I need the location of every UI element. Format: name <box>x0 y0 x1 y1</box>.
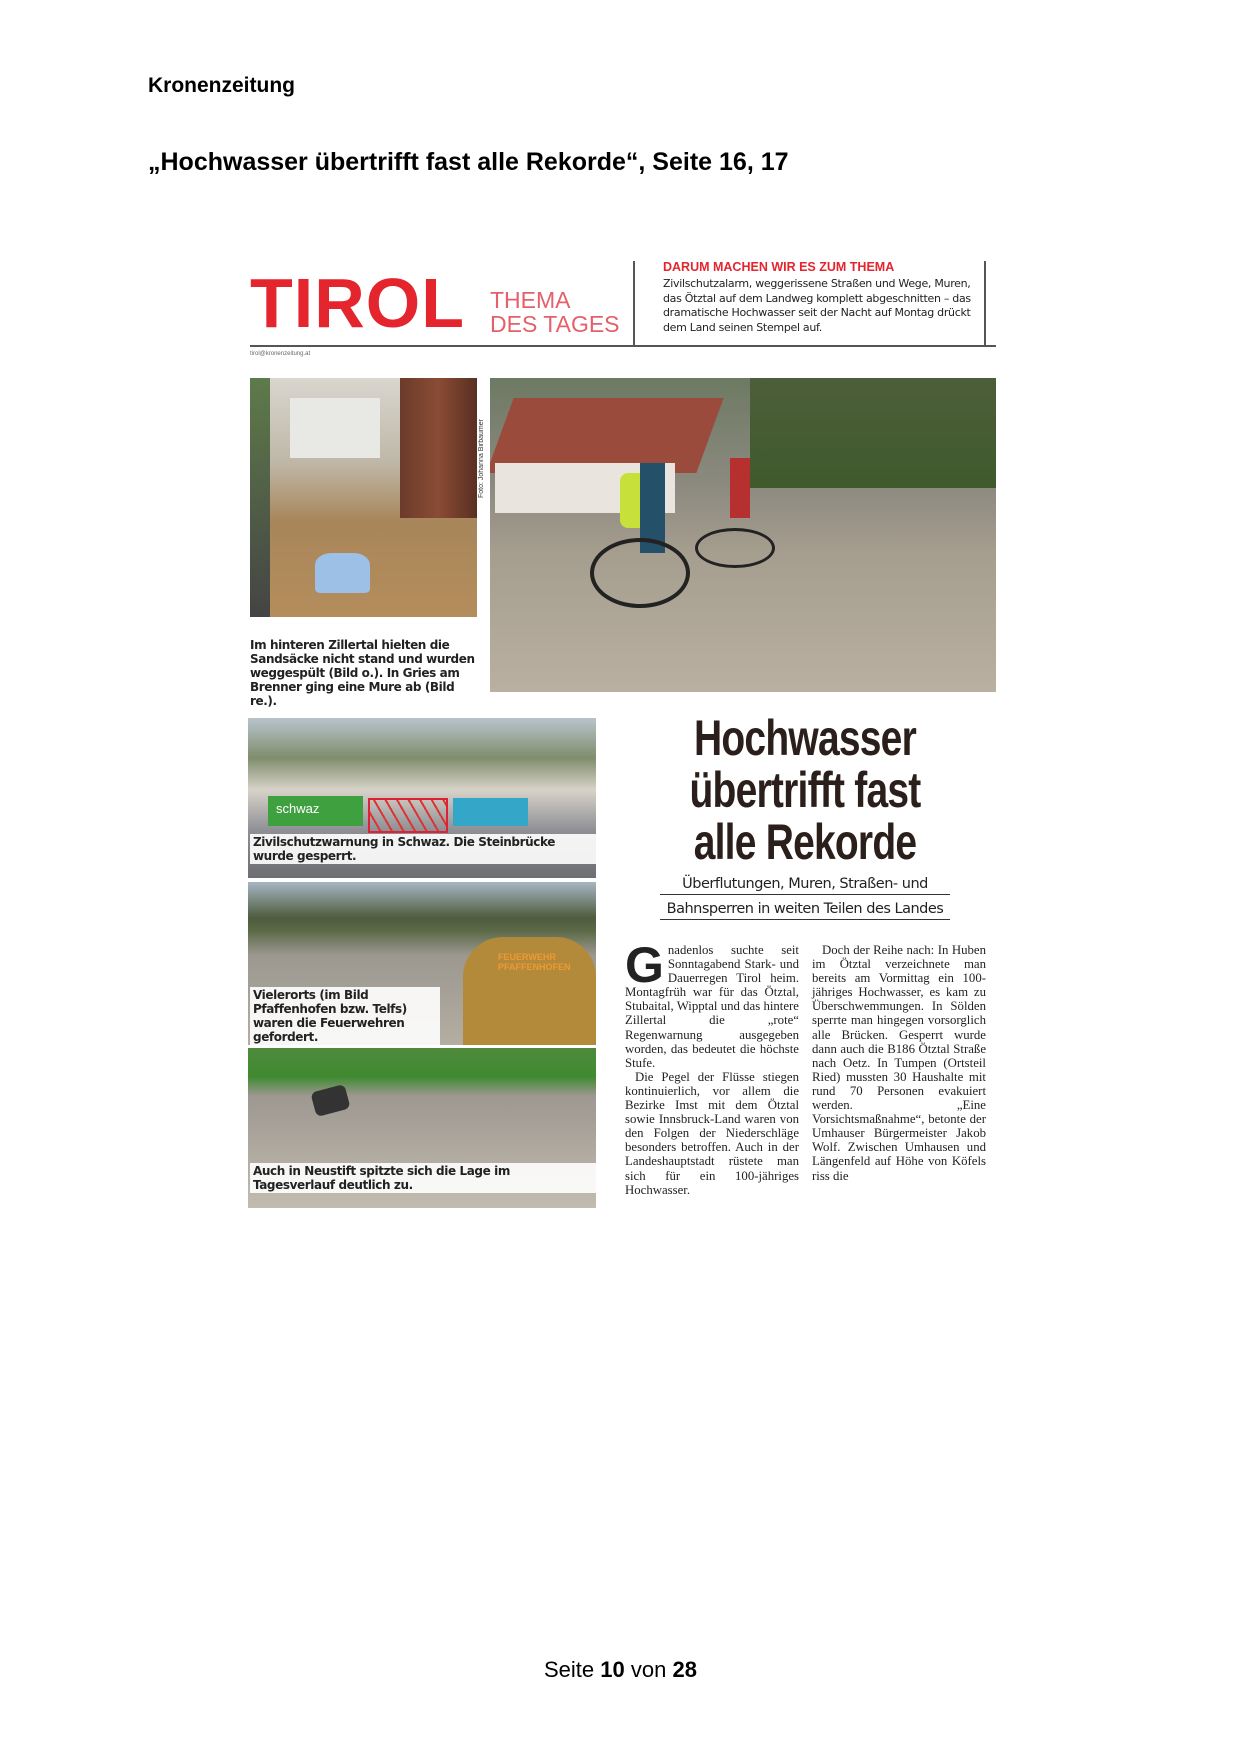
sign-schwaz: schwaz <box>268 796 363 826</box>
footer-text: Seite <box>544 1657 595 1682</box>
headline-line: Hochwasser <box>694 710 916 766</box>
subheadline-line: Bahnsperren in weiten Teilen des Landes <box>660 901 950 920</box>
headline <box>676 712 933 868</box>
section-subtitle-line: DES TAGES <box>490 311 620 337</box>
subheadline-line: Überflutungen, Muren, Straßen- und <box>660 876 950 895</box>
email: tirol@kronenzeitung.at <box>250 351 311 357</box>
total-pages: 28 <box>672 1657 697 1682</box>
article-column-1 <box>625 937 799 1197</box>
photo-zillertal <box>250 378 477 617</box>
divider <box>250 345 996 347</box>
photo-pfaffenhofen <box>248 882 596 1045</box>
photo-schwaz <box>248 718 596 878</box>
caption-pfaffenhofen: Vielerorts (im Bild Pfaffenhofen bzw. Telfs) waren die Feuerwehren gefordert. <box>250 987 440 1045</box>
divider <box>633 261 635 345</box>
divider <box>984 261 986 345</box>
section-title: TIROL <box>250 264 465 342</box>
paragraph: Doch der Reihe nach: In Huben im Ötztal verzeichnete man bereits am Vormittag ein 100-jähriges Hochwasser, es kam zu Überschwemmungen. In Sölden sperrte man hingegen vorsorglich alle Brücken. Gesperrt wurde dann auch die B186 Ötztal Straße nach Oetz. In Tumpen (Ortsteil Ried) mussten 30 Haushalte mit rund 70 Personen evakuiert werden. „Eine Vorsichtsmaßnahme“, betonte der Umhauser Bürgermeister Jakob Wolf. Zwischen Umhausen und Längenfeld auf Höhe von Köfels riss die <box>812 943 986 1183</box>
page-footer <box>0 1657 1241 1683</box>
source-name: Kronenzeitung <box>148 74 295 97</box>
why-heading: DARUM MACHEN WIR ES ZUM THEMA <box>663 260 895 274</box>
photo-credit: Foto: Johanna Birbaumer <box>478 419 485 498</box>
section-subtitle <box>490 288 620 336</box>
footer-text: von <box>630 1657 667 1682</box>
why-text: Zivilschutzalarm, weggerissene Straßen und Wege, Muren, das Ötztal auf dem Landweg komplett abgeschnitten – das dramatische Hochwasser seit der Nacht auf Montag drückt dem Land seinen Stempel auf. <box>663 277 971 334</box>
current-page: 10 <box>600 1657 625 1682</box>
document-title: „Hochwasser übertrifft fast alle Rekorde“, Seite 16, 17 <box>148 148 789 176</box>
article-column-2 <box>812 943 986 1183</box>
headline-line: übertrifft fast <box>689 762 921 818</box>
headline-line: alle Rekorde <box>693 814 917 870</box>
section-subtitle-line: THEMA <box>490 287 571 313</box>
drop-cap: G <box>625 937 664 993</box>
paragraph: Die Pegel der Flüsse stiegen kontinuierlich, vor allem die Bezirke Imst mit dem Ötztal sowie Innsbruck-Land waren von den Folgen der Niederschläge besonders betroffen. Auch in der Landeshauptstadt rüstete man sich für ein 100-jähriges Hochwasser. <box>625 1069 799 1197</box>
caption-top: Im hinteren Zillertal hielten die Sandsäcke nicht stand und wurden weggespült (Bild o.). In Gries am Brenner ging eine Mure ab (Bild re.). <box>250 638 475 708</box>
photo-gries-mure <box>490 378 996 692</box>
jacket-text: FEUERWEHR PFAFFENHOFEN <box>498 952 571 972</box>
photo-neustift <box>248 1048 596 1208</box>
caption-neustift: Auch in Neustift spitzte sich die Lage im Tagesverlauf deutlich zu. <box>250 1163 596 1193</box>
paragraph: nadenlos suchte seit Sonntagabend Stark- und Dauerregen Tirol heim. Montagfrüh war für das Ötztal, Stubaital, Wipptal und das hintere Zillertal die „rote“ Regenwarnung ausgegeben worden, das bedeutet die höchste Stufe. <box>625 943 799 1070</box>
caption-schwaz: Zivilschutzwarnung in Schwaz. Die Steinbrücke wurde gesperrt. <box>250 834 596 864</box>
